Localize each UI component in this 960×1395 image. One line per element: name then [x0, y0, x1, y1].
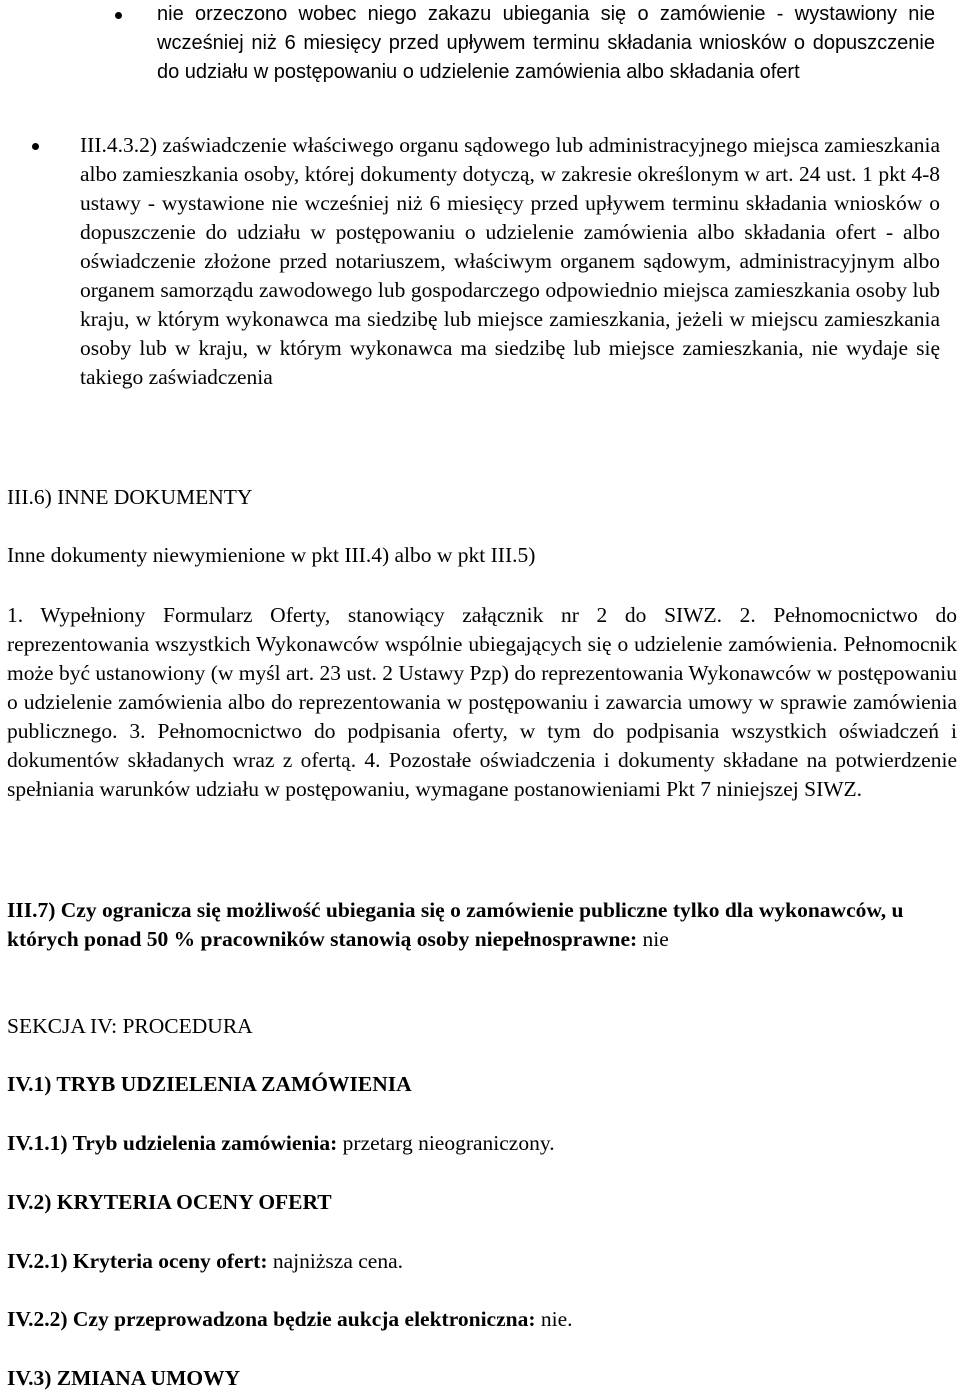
- procurement-mode-heading: IV.1) TRYB UDZIELENIA ZAMÓWIENIA: [7, 1072, 412, 1096]
- auction-value: nie.: [540, 1307, 573, 1331]
- other-documents-intro: Inne dokumenty niewymienione w pkt III.4) albo w pkt III.5): [7, 543, 536, 567]
- bullet-dot-icon: [32, 143, 39, 150]
- bullet-dot-icon: [115, 12, 122, 19]
- other-documents-body: 1. Wypełniony Formularz Oferty, stanowiący załącznik nr 2 do SIWZ. 2. Pełnomocnictwo do reprezentowania wszystkich Wykonawców wspólnie ubiegających się o udzielenie zamówienia. Pełnomocnik może być ustanowiony (w myśl art. 23 ust. 2 Ustawy Pzp) do reprezentowania Wykonawców w postępowaniu o udzielenie zamówienia albo do reprezentowania w postępowaniu i zawarcia umowy w sprawie zamówienia publicznego. 3. Pełnomocnictwo do podpisania oferty, w tym do podpisania wszystkich oświadczeń i dokumentów składanych wraz z ofertą. 4. Pozostałe oświadczenia i dokumenty składane na potwierdzenie spełniania warunków udziału w postępowaniu, wymagane postanowieniami Pkt 7 niniejszej SIWZ.: [7, 603, 957, 801]
- procurement-mode-value: przetarg nieograniczony.: [342, 1131, 555, 1155]
- bullet-item-2: III.4.3.2) zaświadczenie właściwego organu sądowego lub administracyjnego miejsca zamieszkania albo zamieszkania osoby, której dokumenty dotyczą, w zakresie określonym w art. 24 ust. 1 pkt 4-8 ustawy - wystawione nie wcześniej niż 6 miesięcy przed upływem terminu składania wniosków o dopuszczenie do udziału w postępowaniu o udzielenie zamówienia albo składania ofert - albo oświadczenie złożone przed notariuszem, właściwym organem sądowym, administracyjnym albo organem samorządu zawodowego lub gospodarczego odpowiednio miejsca zamieszkania osoby lub kraju, w którym wykonawca ma siedzibę lub miejsce zamieszkania, jeżeli w miejscu zamieszkania osoby lub w kraju, w którym wykonawca ma siedzibę lub miejsce zamieszkania, nie wydaje się takiego zaświadczenia: [80, 133, 940, 389]
- criteria-value: najniższa cena.: [272, 1249, 403, 1273]
- other-documents-heading: III.6) INNE DOKUMENTY: [7, 485, 253, 509]
- criteria-heading: IV.2) KRYTERIA OCENY OFERT: [7, 1190, 332, 1214]
- criteria-label: IV.2.1) Kryteria oceny ofert:: [7, 1249, 268, 1273]
- auction-line: [7, 1305, 957, 1334]
- procurement-mode-label: IV.1.1) Tryb udzielenia zamówienia:: [7, 1131, 338, 1155]
- contract-change-heading: IV.3) ZMIANA UMOWY: [7, 1366, 241, 1390]
- auction-label: IV.2.2) Czy przeprowadzona będzie aukcja elektroniczna:: [7, 1307, 536, 1331]
- criteria-line: [7, 1247, 957, 1276]
- restriction-answer: nie: [642, 927, 669, 951]
- procurement-mode-line: [7, 1129, 957, 1158]
- section-iv-title: SEKCJA IV: PROCEDURA: [7, 1014, 253, 1038]
- bullet-item-1: nie orzeczono wobec niego zakazu ubiegania się o zamówienie - wystawiony nie wcześniej niż 6 miesięcy przed upływem terminu składania wniosków o dopuszczenie do udziału w postępowaniu o udzielenie zamówienia albo składania ofert: [157, 3, 935, 83]
- restriction-question-block: [7, 896, 957, 954]
- restriction-question: III.7) Czy ogranicza się możliwość ubiegania się o zamówienie publiczne tylko dla wykonawców, u których ponad 50 % pracowników stanowią osoby niepełnosprawne:: [7, 898, 904, 951]
